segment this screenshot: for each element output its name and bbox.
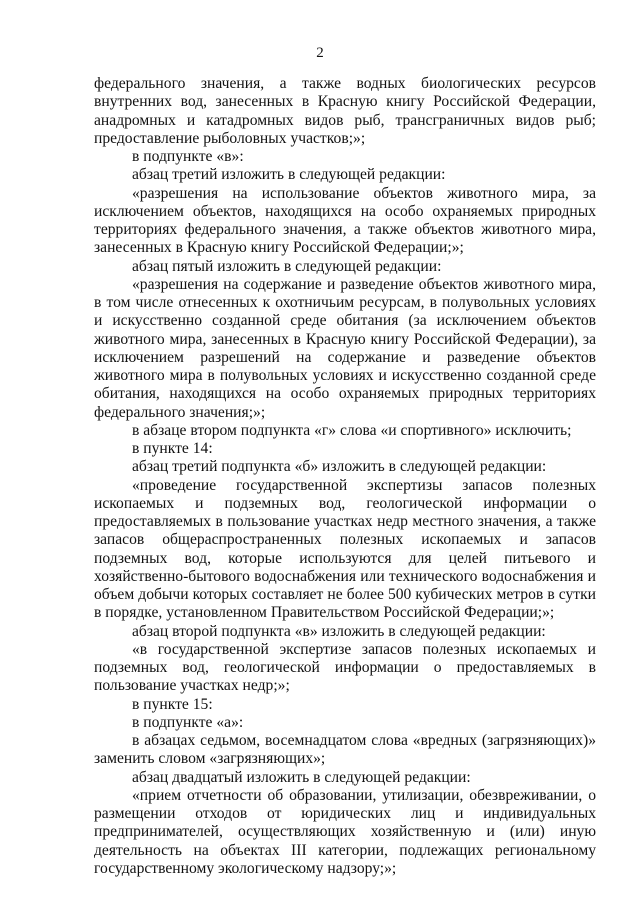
paragraph: абзац третий подпункта «б» изложить в следующей редакции: [132, 458, 547, 476]
paragraph: в пункте 15: [132, 695, 213, 713]
paragraph: «прием отчетности об образовании, утилизации, обезвреживании, о размещении отходов от юридических лиц и индивидуальных предпринимателей, осуществляющих хозяйственную и (или) иную деятельность на объектах III категории, подлежащих региональному государственному экологическому надзору;»; [94, 786, 596, 877]
paragraph: федерального значения, а также водных биологических ресурсов внутренних вод, занесенных в Красную книгу Российской Федерации, анадромных и катадромных видов рыб, трансграничных видов рыб; предоставление рыболовных участков;»; [94, 75, 596, 147]
paragraph: «разрешения на содержание и разведение объектов животного мира, в том числе отнесенных к охотничьим ресурсам, в полувольных условиях и искусственно созданной среде обитания (за исключением объектов животного мира, занесенных в Красную книгу Российской Федерации), за исключением разрешений на содержание и разведение объектов животного мира в полувольных условиях и искусственно созданной среде обитания, находящихся на особо охраняемых природных территориях федерального значения;»; [94, 275, 596, 421]
paragraph: абзац двадцатый изложить в следующей редакции: [132, 768, 471, 786]
paragraph: абзац второй подпункта «в» изложить в следующей редакции: [132, 622, 546, 640]
paragraph: в подпункте «а»: [132, 713, 244, 731]
paragraph: абзац третий изложить в следующей редакции: [132, 166, 446, 184]
paragraph: в подпункте «в»: [132, 148, 244, 165]
paragraph: «в государственной экспертизе запасов полезных ископаемых и подземных вод, геологической информации о предоставляемых в пользование участках недр;»; [94, 640, 596, 695]
paragraph: абзац пятый изложить в следующей редакции: [132, 257, 442, 275]
paragraph: в абзацах седьмом, восемнадцатом слова «вредных (загрязняющих)» заменить словом «загрязняющих»; [94, 732, 596, 768]
paragraph: «проведение государственной экспертизы запасов полезных ископаемых и подземных вод, геологической информации о предоставляемых в пользование участках недр местного значения, а также запасов общераспространенных полезных ископаемых и запасов подземных вод, которые используются для целей питьевого и хозяйственно-бытового водоснабжения или технического водоснабжения и объем добычи которых составляет не более 500 кубических метров в сутки в порядке, установленном Правительством Российской Федерации;»; [94, 476, 596, 622]
paragraph: «разрешения на использование объектов животного мира, за исключением объектов, находящихся на особо охраняемых природных территориях федерального значения, а также объектов животного мира, занесенных в Красную книгу Российской Федерации;»; [94, 184, 596, 257]
paragraph: в пункте 14: [132, 440, 213, 457]
paragraph: в абзаце втором подпункта «г» слова «и спортивного» исключить; [132, 421, 572, 439]
document-body [94, 75, 596, 878]
page-number: 2 [316, 45, 324, 61]
